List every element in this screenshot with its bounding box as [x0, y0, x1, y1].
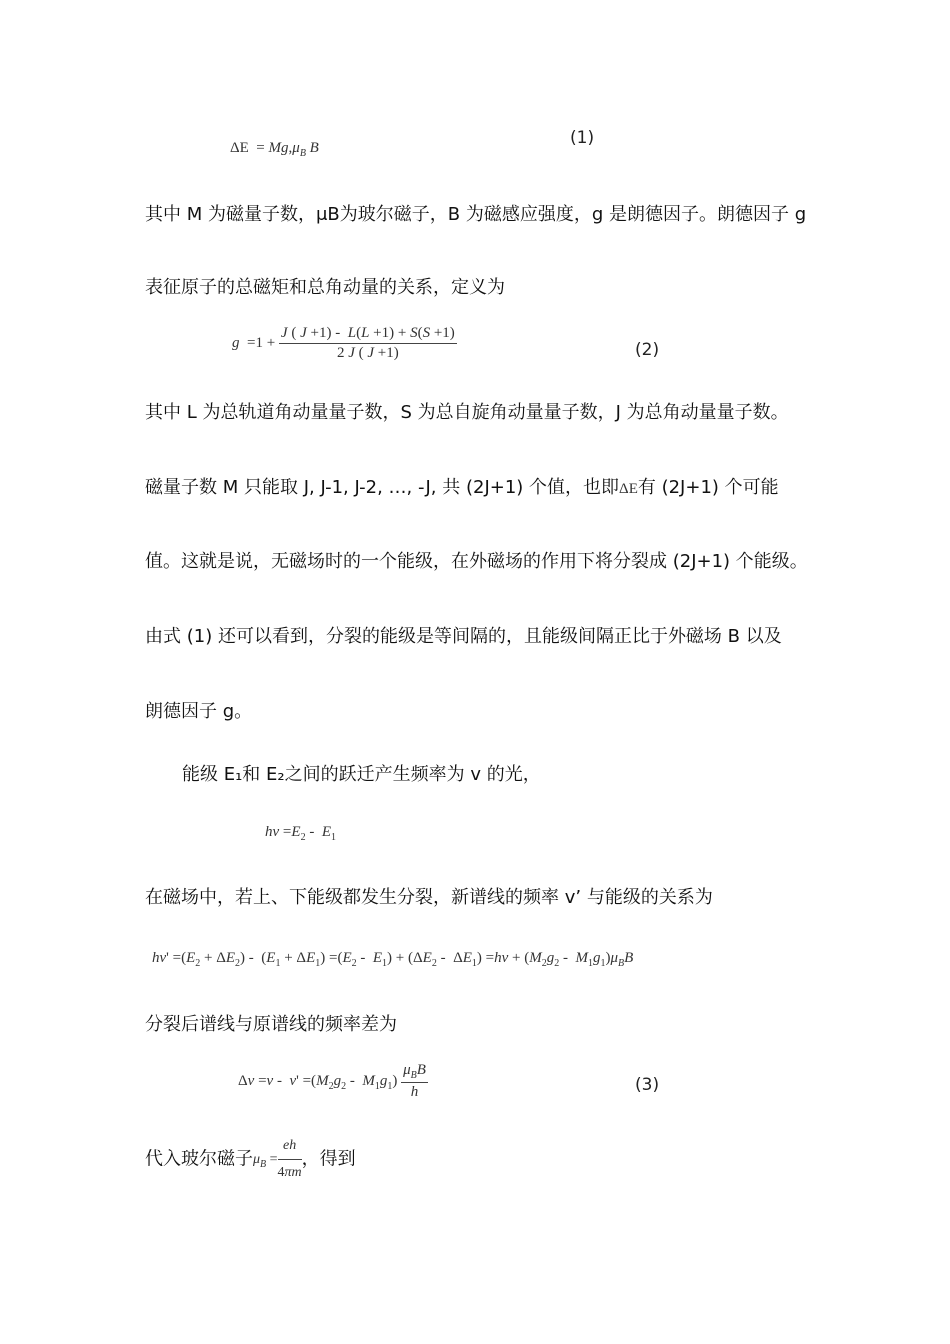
delta-e-inline: ΔE — [619, 481, 638, 497]
equation-number-3: (3) — [635, 1075, 660, 1095]
paragraph-11-end: ，得到 — [301, 1148, 356, 1170]
frequency-fraction: $\frac{\mu_BB}{h}$ — [403, 1062, 426, 1100]
equation-2: g =1 + $\frac{J ( J +1) - L(L +1) + S(S +1)}{2 J ( J +1)}$ — [232, 325, 455, 361]
paragraph-6: 由式 (1) 还可以看到，分裂的能级是等间隔的，且能级间隔正比于外磁场 B 以及 — [145, 626, 782, 647]
paragraph-11 — [145, 1136, 356, 1187]
paragraph-4 — [145, 476, 779, 501]
paragraph-8: 能级 E₁和 E₂之间的跃迁产生频率为 v 的光， — [182, 764, 541, 785]
equation-3: $\Delta v =v - v' =(M_2g_2 - M_1g_1)$ $\frac{\mu_BB}{h}$ — [238, 1062, 426, 1100]
paragraph-10: 分裂后谱线与原谱线的频率差为 — [145, 1014, 397, 1035]
paragraph-2: 表征原子的总磁矩和总角动量的关系，定义为 — [145, 277, 505, 298]
bohr-fraction: $\frac{eh}{4\pi m}$ — [278, 1134, 302, 1185]
lande-fraction: $\frac{J ( J +1) - L(L +1) + S(S +1)}{2 J ( J +1)}$ — [280, 325, 455, 361]
bohr-magneton-formula: $\mu_B$ = $\frac{eh}{4\pi m}$ — [253, 1152, 302, 1167]
transition-equation: hv $=E_2 - E_1$ — [265, 824, 336, 843]
paragraph-5: 值。这就是说，无磁场时的一个能级，在外磁场的作用下将分裂成 (2J+1) 个能级。 — [145, 551, 808, 572]
equation-number-1: (1) — [570, 128, 595, 148]
paragraph-7: 朗德因子 g。 — [145, 701, 253, 722]
paragraph-1: 其中 M 为磁量子数，μB为玻尔磁子，B 为磁感应强度，g 是朗德因子。朗德因子 g — [145, 204, 807, 225]
equation-1: $\Delta E = Mg,\mu_B$ B — [230, 140, 319, 159]
paragraph-4-start: 磁量子数 M 只能取 J, J-1, J-2, …, -J, 共 (2J+1) 个值，也即 — [145, 477, 620, 498]
paragraph-3: 其中 L 为总轨道角动量量子数，S 为总自旋角动量量子数，J 为总角动量量子数。 — [145, 402, 789, 423]
paragraph-11-start: 代入玻尔磁子 — [145, 1148, 253, 1170]
paragraph-4-end: 有 (2J+1) 个可能 — [637, 477, 779, 498]
paragraph-9: 在磁场中，若上、下能级都发生分裂，新谱线的频率 v’ 与能级的关系为 — [145, 887, 713, 908]
split-frequency-equation: $hv' =(E_2 + \Delta E_2) - (E_1 + \Delta E_1) =(E_2 - E_1) + (\Delta E_2 - \Delta E_1) =hv + (M_2g_2 - M_1g_1)\mu_BB$ — [152, 950, 634, 969]
equation-number-2: (2) — [635, 340, 660, 360]
